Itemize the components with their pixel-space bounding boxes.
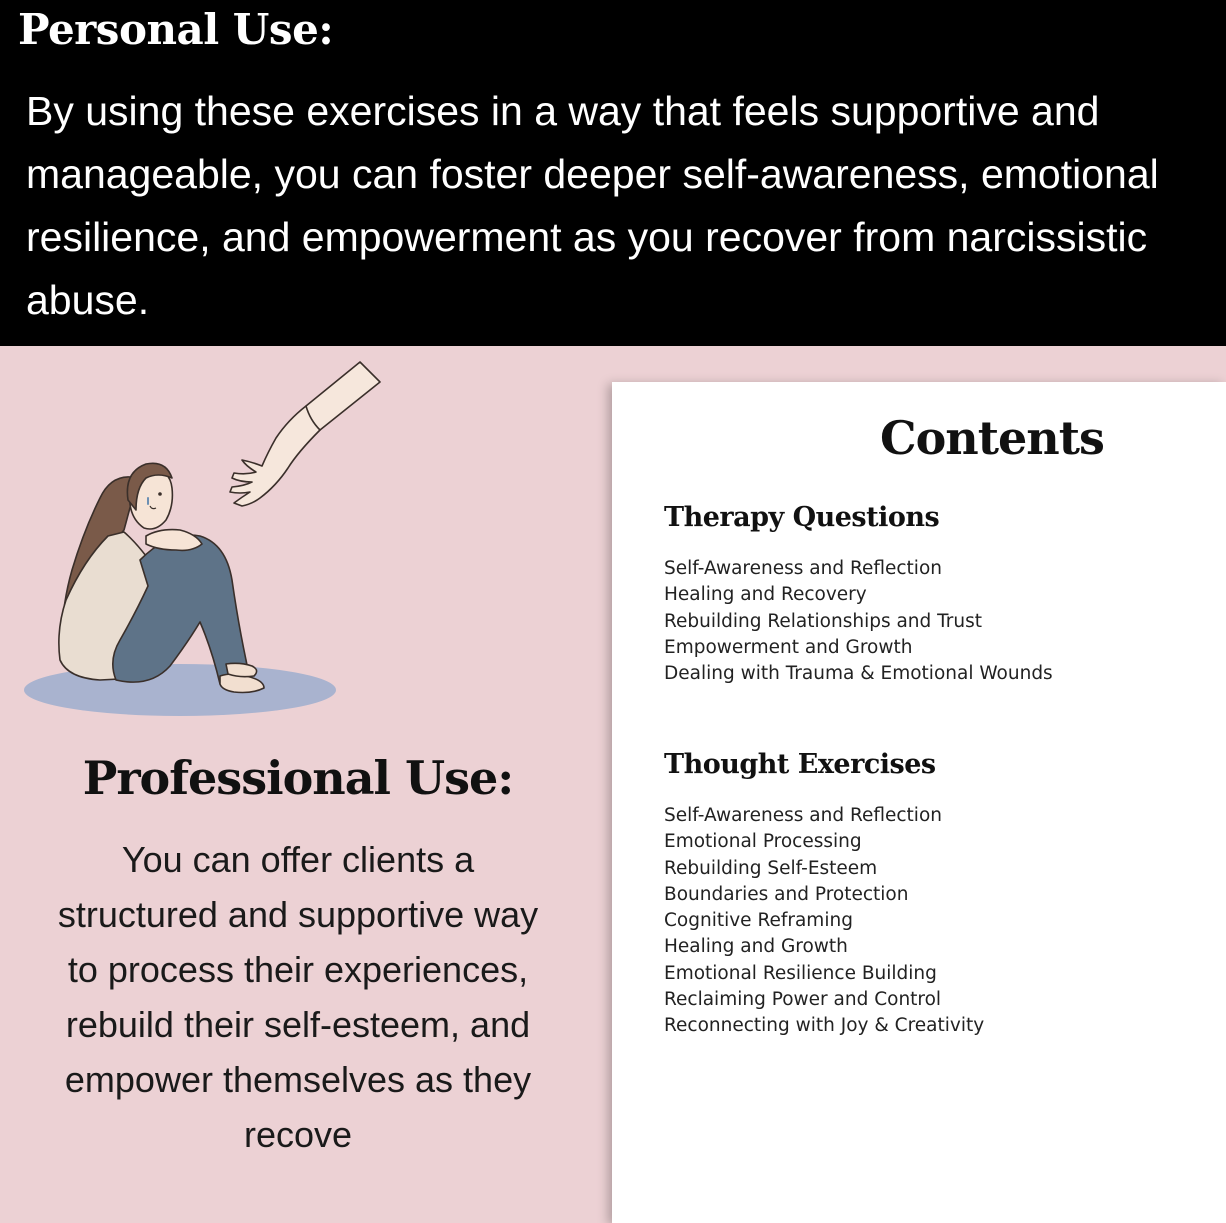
contents-page [612, 382, 1226, 1223]
section-title-thought-exercises: Thought Exercises [664, 749, 936, 780]
list-item: Healing and Recovery [664, 584, 867, 606]
list-item: Boundaries and Protection [664, 883, 909, 905]
therapy-questions-list [664, 556, 1053, 687]
list-item: Empowerment and Growth [664, 636, 913, 658]
list-item: Emotional Resilience Building [664, 962, 937, 984]
reaching-hand-illustration [20, 360, 400, 720]
contents-title: Contents [880, 411, 1104, 465]
list-item: Emotional Processing [664, 831, 862, 853]
thought-exercises-list [664, 803, 984, 1040]
list-item: Reclaiming Power and Control [664, 989, 942, 1011]
list-item: Self-Awareness and Reflection [664, 805, 942, 826]
list-item: Healing and Growth [664, 936, 848, 958]
reaching-hand-icon [230, 362, 380, 506]
personal-use-heading: Personal Use: [18, 5, 334, 54]
section-title-therapy-questions: Therapy Questions [664, 502, 940, 533]
professional-use-text: You can offer clients a structured and supportive way to process their experiences, rebuild their self-esteem, and empower themselves as they recove [57, 839, 539, 1155]
personal-use-text: By using these exercises in a way that feels supportive and manageable, you can foster deeper self-awareness, emotional resilience, and empowerment as you recover from narcissistic abuse. [26, 88, 1159, 323]
list-item: Dealing with Trauma & Emotional Wounds [664, 663, 1053, 685]
sitting-woman-figure [59, 463, 264, 692]
list-item: Cognitive Reframing [664, 910, 853, 932]
professional-use-heading: Professional Use: [82, 751, 514, 805]
list-item: Rebuilding Relationships and Trust [664, 610, 982, 632]
list-item: Self-Awareness and Reflection [664, 558, 942, 579]
list-item: Rebuilding Self-Esteem [664, 857, 878, 879]
personal-use-banner [0, 0, 1226, 346]
list-item: Reconnecting with Joy & Creativity [664, 1015, 985, 1037]
